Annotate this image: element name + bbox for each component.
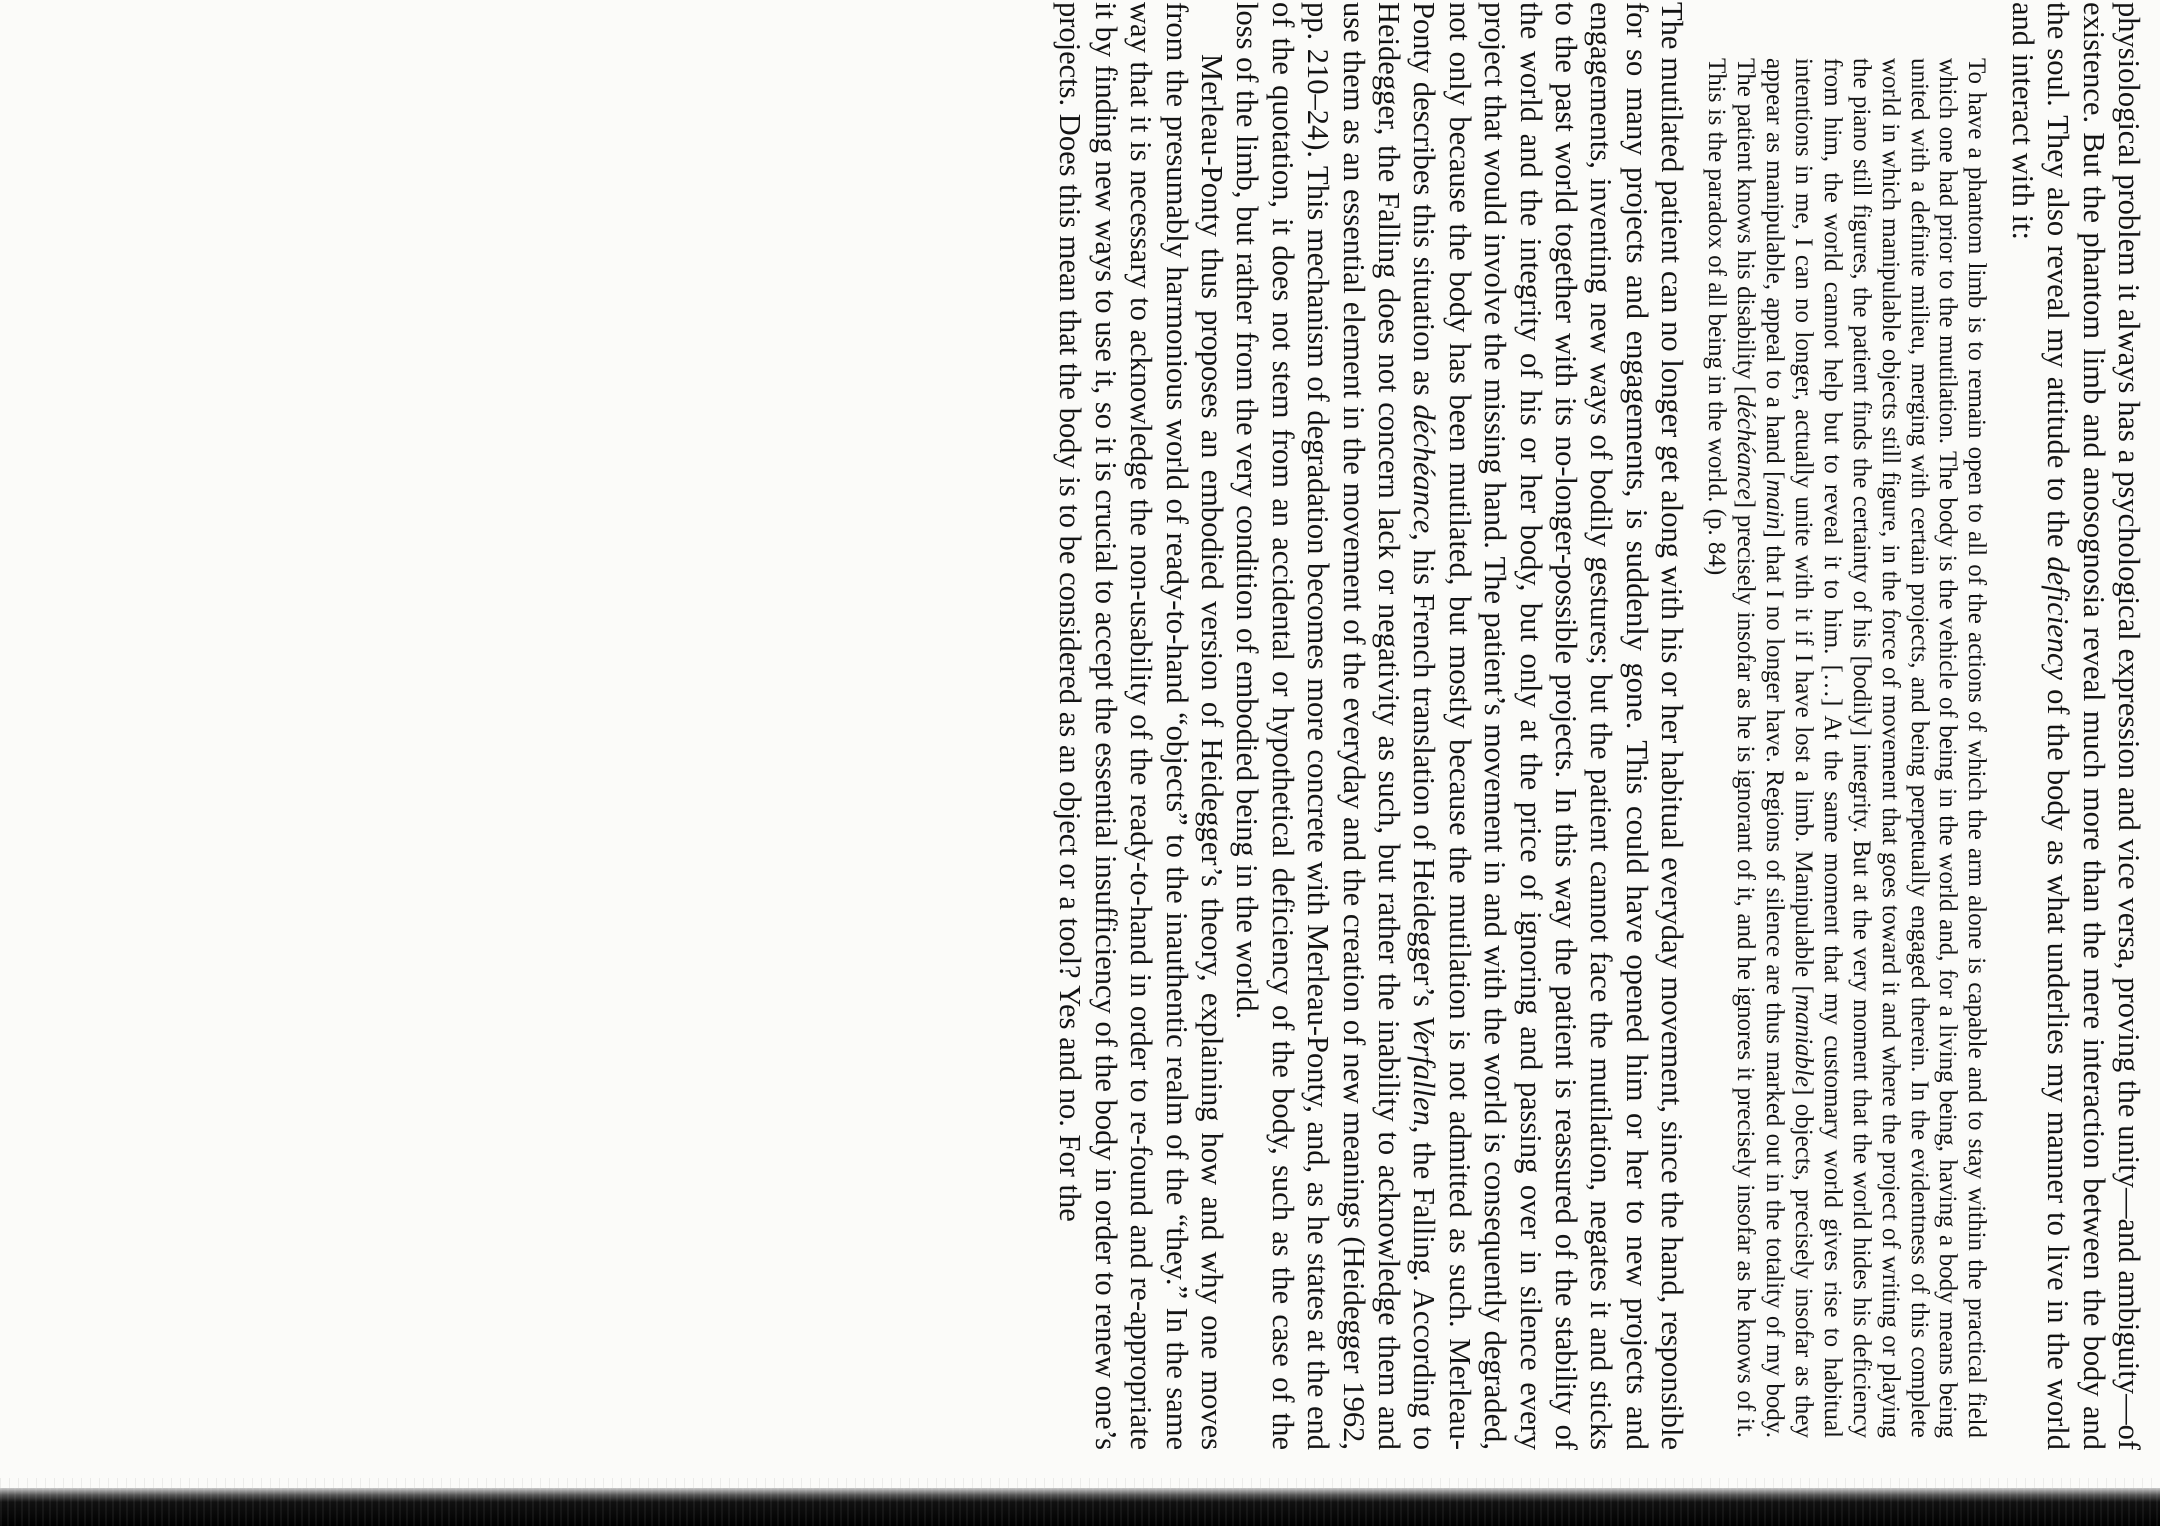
body-paragraph-1	[2004, 2, 2146, 1450]
paragraph-2-emphasis-decheance: déchéance	[1407, 404, 1442, 534]
quote-text-4: ] precisely insofar as he is ignorant of it, and he ignores it precisely insofar as he knows of it. This is the paradox of all being in the world. (p. 84)	[1703, 58, 1760, 1438]
quote-emphasis-decheance: déchéance	[1732, 394, 1760, 500]
paragraph-1-emphasis: deficiency	[2041, 556, 2076, 681]
paragraph-2-text-2: , his French translation of Heidegger’s	[1407, 533, 1442, 1016]
quote-text-2: ] objects, precisely insofar as they appear as manipulable, appeal to a hand [	[1761, 58, 1817, 1438]
paragraph-2-text-1: The mutilated patient can no longer get along with his or her habitual everyday movement, since the hand, responsible for so many projects and engagements, is suddenly gone. This could have opened him or her to new projects and engagements, inventing new ways of bodily gestures; but the patient cannot face the mutilation, negates it and sticks to the past world together with its no-longer-possible projects. In this way the patient is reassured of the stability of the world and the integrity of his or her body, but only at the price of ignoring and passing over in silence every project that would involve the missing hand. The patient’s movement in and with the world is consequently degraded, not only because the body has been mutilated, but mostly because the mutilation is not admitted as such. Merleau-Ponty describes this situation as	[1407, 2, 1690, 1450]
body-paragraph-2	[1229, 2, 1689, 1450]
rotated-text-column	[1052, 2, 2146, 1450]
quote-text-1: To have a phantom limb is to remain open to all of the actions of which the arm alone is capable and to stay within the practical field which one had prior to the mutilation. The body is the vehicle of being in the world and, for a living being, having a body means being united with a definite milieu, merging with certain projects, and being perpetually engaged therein. In the evidentness of this complete world in which manipulable objects still figure, in the force of movement that goes toward it and where the project of writing or playing the piano still figures, the patient finds the certainty of his [bodily] integrity. But at the very moment that the world hides his deficiency from him, the world cannot help but to reveal it to him. […] At the same moment that my customary world gives rise to habitual intentions in me, I can no longer, actually unite with it if I have lost a limb. Manipulable [	[1789, 58, 1991, 1438]
paragraph-1-text-end: of the body as what underlies my manner to live in the world and interact with it:	[2005, 2, 2076, 1450]
paragraph-1-text: physiological problem it always has a psychological expression and vice versa, proving the unity—and ambiguity—of existence. But the phantom limb and anosognosia reveal much more than the mere interaction between the body and the soul. They also reveal my attitude to the	[2041, 2, 2146, 1450]
block-quote	[1701, 2, 1990, 1450]
paragraph-3-text: Merleau-Ponty thus proposes an embodied version of Heidegger’s theory, explaining how and why one moves from the presumably harmonious world of ready-to-hand “objects” to the inauthentic realm of the “they.” In the same way that it is necessary to acknowledge the non-usability of the ready-to-hand in order to re-found and re-appropriate it by finding new ways to use it, so it is crucial to accept the essential insufficiency of the body in order to renew one’s projects. Does this mean that the body is to be considered as an object or a tool? Yes and no. For the	[1053, 2, 1230, 1450]
paragraph-2-emphasis-verfallen: Verfallen	[1407, 1015, 1442, 1126]
scanner-edge-shadow	[0, 1488, 2160, 1526]
paragraph-2-text-3: , the Falling. According to Heidegger, the Falling does not concern lack or negativity as such, but rather the inability to acknowledge them and use them as an essential element in the movement of the everyday and the creation of new meanings (Heidegger 1962, pp. 210–24). This mechanism of degradation becomes more concrete with Merleau-Ponty, and, as he states at the end of the quotation, it does not stem from an accidental or hypothetical deficiency of the body, such as the case of the loss of the limb, but rather from the very condition of embodied being in the world.	[1230, 2, 1442, 1450]
quote-emphasis-main: main	[1761, 479, 1789, 530]
body-paragraph-3	[1052, 2, 1229, 1450]
quote-text-3: ] that I no longer have. Regions of silence are thus marked out in the totality of my body. The patient knows his disability [	[1732, 58, 1789, 1438]
quote-emphasis-maniable: maniable	[1789, 993, 1817, 1087]
